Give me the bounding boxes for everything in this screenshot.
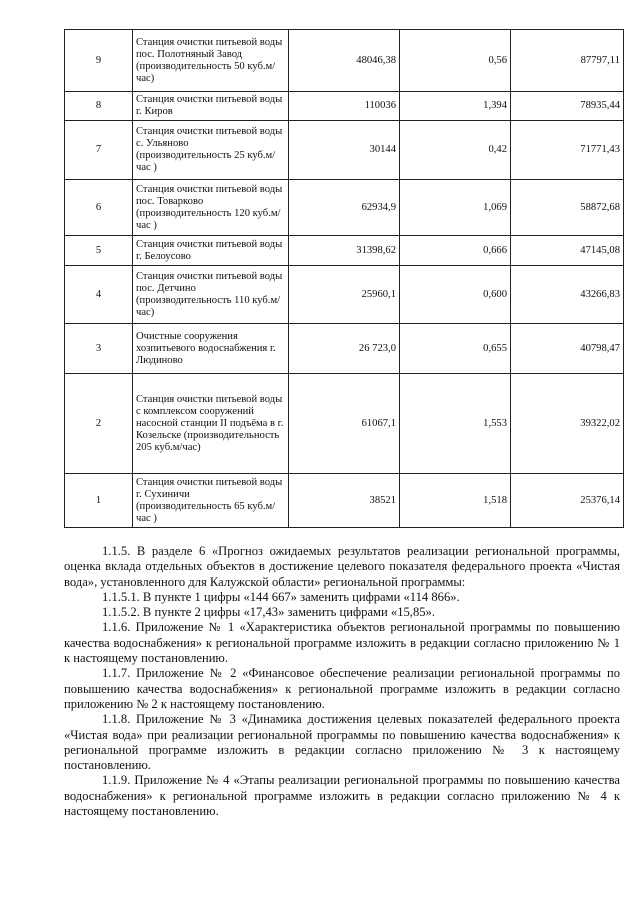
table-row — [65, 121, 624, 180]
paragraph-1-1-5: 1.1.5. В разделе 6 «Прогноз ожидаемых результатов реализации региональной программы, оценка вклада отдельных объектов в достижение целевого показателя федерального проекта «Чистая вода», установленного для Калужской области» региональной программы: — [64, 544, 620, 589]
cost-value: 61067,1 — [289, 374, 400, 474]
cost-value: 48046,38 — [289, 30, 400, 92]
row-number: 6 — [65, 180, 133, 236]
table-row — [65, 236, 624, 266]
result-value: 87797,11 — [511, 30, 624, 92]
station-name: Станция очистки питьевой воды пос. Товарково (производительность 120 куб.м/час ) — [133, 180, 289, 236]
station-name: Очистные сооружения хозпитьевого водоснабжения г. Людиново — [133, 324, 289, 374]
result-value: 25376,14 — [511, 474, 624, 528]
ratio-value: 1,518 — [400, 474, 511, 528]
result-value: 39322,02 — [511, 374, 624, 474]
station-name: Станция очистки питьевой воды с комплексом сооружений насосной станции II подъёма в г. Козельске (производительность 205 куб.м/час) — [133, 374, 289, 474]
objects-table — [64, 29, 624, 528]
station-name: Станция очистки питьевой воды с. Ульяново (производительность 25 куб.м/час ) — [133, 121, 289, 180]
paragraph-1-1-9: 1.1.9. Приложение № 4 «Этапы реализации региональной программы по повышению качества водоснабжения» к региональной программе изложить в редакции согласно приложению № 4 к настоящему постановлению. — [64, 773, 620, 819]
ratio-value: 1,069 — [400, 180, 511, 236]
station-name: Станция очистки питьевой воды г. Киров — [133, 92, 289, 121]
table-row — [65, 180, 624, 236]
ratio-value: 1,394 — [400, 92, 511, 121]
station-name: Станция очистки питьевой воды г. Сухиничи (производительность 65 куб.м/час ) — [133, 474, 289, 528]
table-row — [65, 92, 624, 121]
ratio-value: 0,666 — [400, 236, 511, 266]
table-row — [65, 30, 624, 92]
row-number: 2 — [65, 374, 133, 474]
paragraph-1-1-5-1: 1.1.5.1. В пункте 1 цифры «144 667» заменить цифрами «114 866». — [102, 589, 460, 604]
ratio-value: 0,600 — [400, 266, 511, 324]
station-name: Станция очистки питьевой воды г. Белоусово — [133, 236, 289, 266]
result-value: 58872,68 — [511, 180, 624, 236]
table-row — [65, 374, 624, 474]
cost-value: 110036 — [289, 92, 400, 121]
row-number: 8 — [65, 92, 133, 121]
cost-value: 26 723,0 — [289, 324, 400, 374]
result-value: 78935,44 — [511, 92, 624, 121]
cost-value: 30144 — [289, 121, 400, 180]
cost-value: 38521 — [289, 474, 400, 528]
station-name: Станция очистки питьевой воды пос. Полотняный Завод (производительность 50 куб.м/час) — [133, 30, 289, 92]
row-number: 7 — [65, 121, 133, 180]
table-row — [65, 474, 624, 528]
cost-value: 62934,9 — [289, 180, 400, 236]
result-value: 47145,08 — [511, 236, 624, 266]
table-row — [65, 266, 624, 324]
station-name: Станция очистки питьевой воды пос. Детчино (производительность 110 куб.м/час) — [133, 266, 289, 324]
ratio-value: 0,56 — [400, 30, 511, 92]
cost-value: 31398,62 — [289, 236, 400, 266]
ratio-value: 0,42 — [400, 121, 511, 180]
row-number: 4 — [65, 266, 133, 324]
result-value: 43266,83 — [511, 266, 624, 324]
result-value: 40798,47 — [511, 324, 624, 374]
paragraph-1-1-7: 1.1.7. Приложение № 2 «Финансовое обеспечение реализации региональной программы по повышению качества водоснабжения» к региональной программе изложить в редакции согласно приложению № 2 к настоящему постановлению. — [64, 666, 620, 711]
result-value: 71771,43 — [511, 121, 624, 180]
paragraph-1-1-6: 1.1.6. Приложение № 1 «Характеристика объектов региональной программы по повышению качества водоснабжения» к региональной программе изложить в редакции согласно приложению № 1 к настоящему постановлению. — [64, 620, 620, 666]
paragraph-1-1-8: 1.1.8. Приложение № 3 «Динамика достижения целевых показателей федерального проекта «Чистая вода» при реализации региональной программы по повышению качества водоснабжения» к региональной программе изложить в редакции согласно приложению № 3 к настоящему постановлению. — [64, 712, 620, 773]
row-number: 1 — [65, 474, 133, 528]
row-number: 3 — [65, 324, 133, 374]
paragraph-1-1-5-2: 1.1.5.2. В пункте 2 цифры «17,43» заменить цифрами «15,85». — [102, 605, 435, 620]
row-number: 5 — [65, 236, 133, 266]
ratio-value: 0,655 — [400, 324, 511, 374]
ratio-value: 1,553 — [400, 374, 511, 474]
amendment-text — [64, 544, 620, 819]
cost-value: 25960,1 — [289, 266, 400, 324]
table-row — [65, 324, 624, 374]
row-number: 9 — [65, 30, 133, 92]
